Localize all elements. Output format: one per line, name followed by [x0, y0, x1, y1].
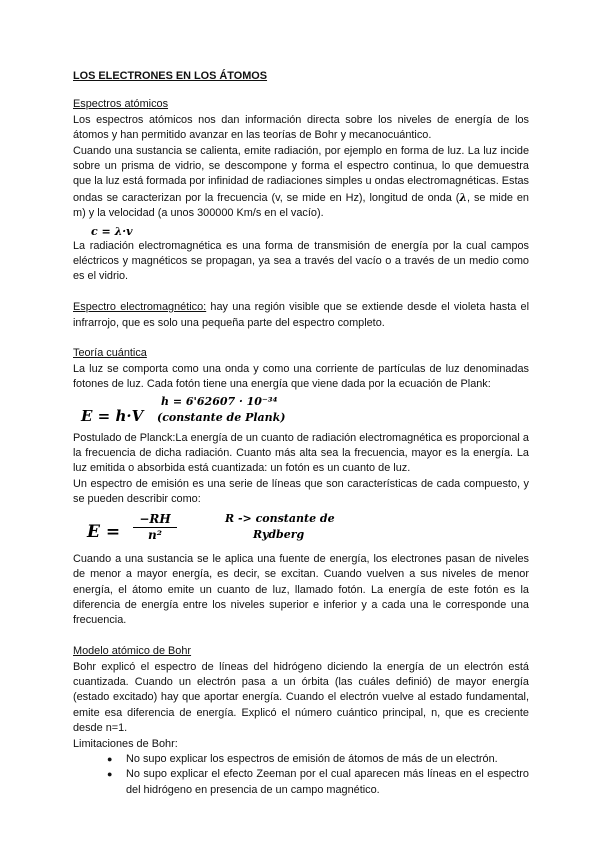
planck-constant-value: h = 6'62607 · 10⁻³⁴	[161, 394, 278, 408]
paragraph: Postulado de Planck:La energía de un cuanto de radiación electromagnética es proporcional a la frecuencia de dicha radiación. Cuanto más alta sea la frecuencia, mayor es la energía. La luz emitida o absorbida está cuantizada: un fotón es un cuanto de luz.	[73, 431, 529, 475]
planck-equation: E = h·V	[81, 406, 144, 425]
list-item: ● No supo explicar los espectros de emisión de átomos de más de un electrón.	[109, 752, 529, 767]
paragraph: Un espectro de emisión es una serie de líneas que son características de cada compuesto, y se pueden describir como:	[73, 477, 529, 506]
paragraph: La radiación electromagnética es una forma de transmisión de energía por la cual campos eléctricos y magnéticos se propagan, ya sea a través del vacío o a través de un medio como es el vidrio.	[73, 239, 529, 283]
paragraph: Los espectros atómicos nos dan información directa sobre los niveles de energía de los átomos y han permitido avanzar en las teorías de Bohr y mecanocuántico.	[73, 113, 529, 142]
inline-heading: Espectro electromagnético:	[73, 301, 207, 314]
section-heading-spectra: Espectros atómicos	[73, 98, 169, 111]
list-item: ● No supo explicar el efecto Zeeman por el cual aparecen más líneas en el espectro del hidrógeno en presencia de un campo magnético.	[109, 767, 529, 798]
paragraph: Bohr explicó el espectro de líneas del hidrógeno diciendo la energía de un electrón está cuantizada. Cuando un electrón pasa a un órbita (las cuáles definió) de mayor energía (estado excitado) hay que aportar energía. Cuando el electrón vuelve al estado fundamental, emite esa diferencia de energía. Explicó el número cuántico principal, n, que es creciente desde n=1.	[73, 660, 529, 735]
limitations-list	[73, 752, 529, 798]
rydberg-equation-lhs: E =	[87, 521, 121, 542]
paragraph-text: , se mide en m) y la velocidad (a unos 300000 Km/s en el vacío).	[73, 191, 529, 220]
handwritten-equation-block	[73, 393, 529, 431]
handwritten-formula: c = λ·v	[91, 224, 133, 238]
paragraph	[73, 144, 529, 222]
paragraph	[73, 300, 529, 331]
formula-row	[73, 222, 529, 239]
paragraph: Cuando a una sustancia se le aplica una fuente de energía, los electrones pasan de niveles de menor a mayor energía, es decir, se excitan. Cuando vuelven a sus niveles de menor energía, el átomo emite un cuanto de luz, llamado fotón. La energía de este fotón es la diferencia de energía entre los niveles superior e inferior y a cada una le corresponde una frecuencia.	[73, 552, 529, 627]
paragraph-text: Cuando una sustancia se calienta, emite radiación, por ejemplo en forma de luz. La luz incide sobre un prisma de vidrio, se descompone y forma el espectro continua, lo que demuestra que la luz está formada por infinidad de radiaciones simples u ondas electromagnéticas. Estas ondas se caracterizan por la frecuencia (v, se mide en Hz), longitud de onda (	[73, 144, 529, 204]
paragraph: La luz se comporta como una onda y como una corriente de partículas de luz denominadas fotones de luz. Cada fotón tiene una energía que viene dada por la ecuación de Plank:	[73, 362, 529, 391]
rydberg-note: R -> constante de	[225, 511, 335, 525]
document-page	[73, 64, 529, 798]
fraction-numerator: −RH	[133, 512, 177, 528]
document-title: LOS ELECTRONES EN LOS ÁTOMOS	[73, 70, 268, 82]
handwritten-equation-block	[73, 508, 529, 552]
lambda-symbol: λ	[459, 190, 467, 204]
section-heading-bohr: Modelo atómico de Bohr	[73, 645, 192, 658]
fraction-denominator: n²	[148, 527, 162, 542]
rydberg-fraction	[133, 512, 177, 542]
rydberg-note-2: Rydberg	[253, 527, 305, 541]
section-heading-quantum: Teoría cuántica	[73, 347, 147, 360]
planck-constant-note: (constante de Plank)	[157, 410, 286, 424]
limitations-label: Limitaciones de Bohr:	[73, 737, 178, 750]
paragraph-text: hay una región visible que se extiende desde el violeta hasta el infrarrojo, que es solo una pequeña parte del espectro completo.	[73, 301, 529, 329]
